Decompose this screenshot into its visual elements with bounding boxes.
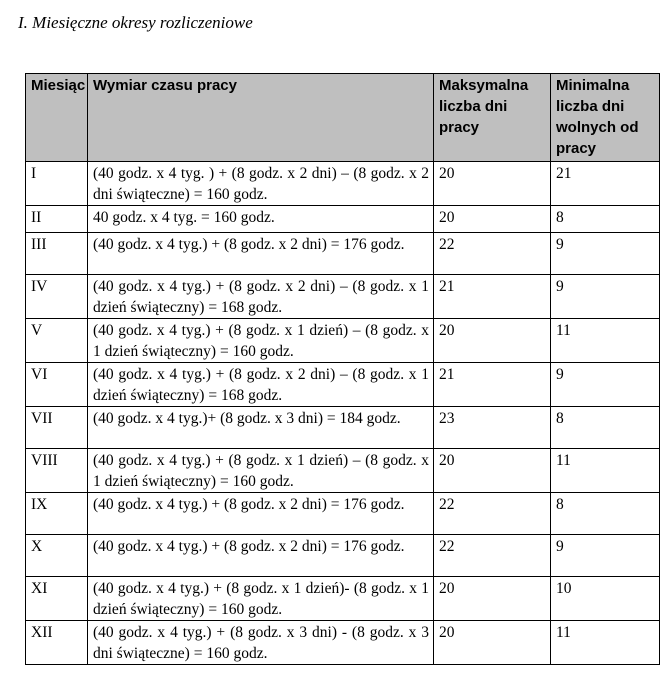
header-month: Miesiąc xyxy=(26,74,88,162)
section-heading: I. Miesięczne okresy rozliczeniowe xyxy=(18,13,253,32)
cell-max-days: 22 xyxy=(434,233,551,275)
cell-min-days-off: 11 xyxy=(551,449,660,493)
cell-month: XII xyxy=(26,621,88,665)
cell-month: II xyxy=(26,206,88,233)
cell-max-days: 21 xyxy=(434,275,551,319)
cell-min-days-off: 9 xyxy=(551,275,660,319)
cell-formula: (40 godz. x 4 tyg.) + (8 godz. x 2 dni) – (8 godz. x 1 dzień świąteczny) = 168 godz. xyxy=(88,363,434,407)
cell-max-days: 20 xyxy=(434,577,551,621)
cell-month: VI xyxy=(26,363,88,407)
cell-min-days-off: 9 xyxy=(551,535,660,577)
cell-month: III xyxy=(26,233,88,275)
cell-max-days: 20 xyxy=(434,449,551,493)
table-row xyxy=(26,363,660,407)
cell-formula: (40 godz. x 4 tyg.) + (8 godz. x 1 dzień)- (8 godz. x 1 dzień świąteczny) = 160 godz. xyxy=(88,577,434,621)
header-max-days: Maksymalna liczba dni pracy xyxy=(434,74,551,162)
table-row xyxy=(26,162,660,206)
table-header xyxy=(26,74,660,162)
cell-month: IV xyxy=(26,275,88,319)
cell-month: IX xyxy=(26,493,88,535)
table-row xyxy=(26,275,660,319)
cell-max-days: 20 xyxy=(434,206,551,233)
cell-min-days-off: 10 xyxy=(551,577,660,621)
cell-min-days-off: 11 xyxy=(551,621,660,665)
table-row xyxy=(26,449,660,493)
cell-max-days: 23 xyxy=(434,407,551,449)
header-min-days-off: Minimalna liczba dni wolnych od pracy xyxy=(551,74,660,162)
cell-month: X xyxy=(26,535,88,577)
cell-month: VIII xyxy=(26,449,88,493)
table-row xyxy=(26,233,660,275)
cell-min-days-off: 11 xyxy=(551,319,660,363)
cell-max-days: 22 xyxy=(434,535,551,577)
cell-formula: (40 godz. x 4 tyg.)+ (8 godz. x 3 dni) = 184 godz. xyxy=(88,407,434,449)
cell-formula: (40 godz. x 4 tyg.) + (8 godz. x 3 dni) - (8 godz. x 3 dni świąteczne) = 160 godz. xyxy=(88,621,434,665)
cell-min-days-off: 8 xyxy=(551,493,660,535)
cell-formula: (40 godz. x 4 tyg. ) + (8 godz. x 2 dni) – (8 godz. x 2 dni świąteczne) = 160 godz. xyxy=(88,162,434,206)
cell-max-days: 21 xyxy=(434,363,551,407)
cell-formula: (40 godz. x 4 tyg.) + (8 godz. x 2 dni) = 176 godz. xyxy=(88,535,434,577)
table-row xyxy=(26,206,660,233)
cell-min-days-off: 8 xyxy=(551,407,660,449)
cell-month: VII xyxy=(26,407,88,449)
cell-formula: 40 godz. x 4 tyg. = 160 godz. xyxy=(88,206,434,233)
cell-month: I xyxy=(26,162,88,206)
cell-min-days-off: 21 xyxy=(551,162,660,206)
cell-max-days: 22 xyxy=(434,493,551,535)
cell-month: XI xyxy=(26,577,88,621)
cell-max-days: 20 xyxy=(434,621,551,665)
cell-min-days-off: 8 xyxy=(551,206,660,233)
cell-min-days-off: 9 xyxy=(551,233,660,275)
cell-formula: (40 godz. x 4 tyg.) + (8 godz. x 2 dni) = 176 godz. xyxy=(88,493,434,535)
cell-formula: (40 godz. x 4 tyg.) + (8 godz. x 2 dni) – (8 godz. x 1 dzień świąteczny) = 168 godz. xyxy=(88,275,434,319)
table-row xyxy=(26,535,660,577)
cell-max-days: 20 xyxy=(434,162,551,206)
billing-periods-table xyxy=(25,73,660,665)
table-row xyxy=(26,319,660,363)
cell-formula: (40 godz. x 4 tyg.) + (8 godz. x 1 dzień) – (8 godz. x 1 dzień świąteczny) = 160 godz. xyxy=(88,319,434,363)
cell-max-days: 20 xyxy=(434,319,551,363)
table-row xyxy=(26,577,660,621)
table-row xyxy=(26,493,660,535)
header-row xyxy=(26,74,660,162)
cell-formula: (40 godz. x 4 tyg.) + (8 godz. x 2 dni) = 176 godz. xyxy=(88,233,434,275)
cell-month: V xyxy=(26,319,88,363)
cell-min-days-off: 9 xyxy=(551,363,660,407)
table-row xyxy=(26,407,660,449)
table-row xyxy=(26,621,660,665)
header-working-time: Wymiar czasu pracy xyxy=(88,74,434,162)
table-body xyxy=(26,162,660,665)
cell-formula: (40 godz. x 4 tyg.) + (8 godz. x 1 dzień) – (8 godz. x 1 dzień świąteczny) = 160 godz. xyxy=(88,449,434,493)
